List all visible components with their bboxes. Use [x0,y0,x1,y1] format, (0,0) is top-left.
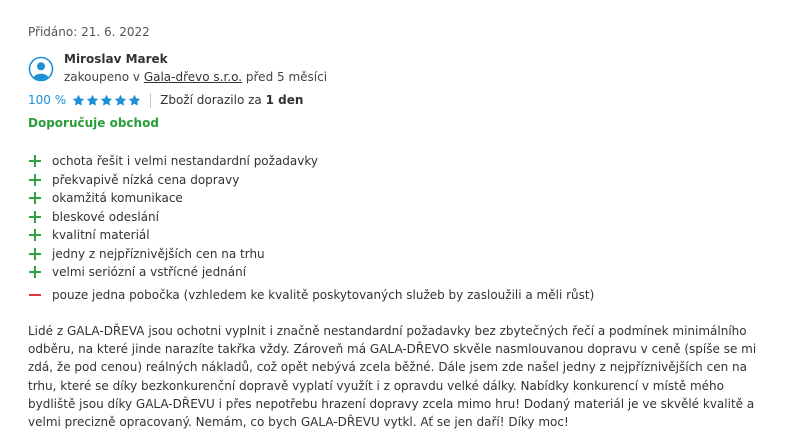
review-text: Lidé z GALA-DŘEVA jsou ochotni vyplnit i značně nestandardní požadavky bez zbytečných řečí a podmínek minimálního odběru, na které jinde narazíte takřka vždy. Zároveň má GALA-DŘEVO skvěle nasmlouvanou dopravu v ceně (spíše se mi zdá, že pod cenou) reálných nákladů, což opět nebývá zcela běžné. Dále jsem zde našel jedny z nejpříznivějších cen na trhu, které se díky bezkonkurenční dopravě vyplatí využít i z opravdu velké dálky. Nabídky konkurencí v místě mého bydliště jsou díky GALA-DŘEVU i přes nepotřebu hrazení dopravy zcela mimo hru! Dodaný materiál je ve skvělé kvalitě a velmi precizně opracovaný. Nemám, co bych GALA-DŘEVU vytkl. Ať se jen daří! Díky moc! [28,324,757,430]
con-text: pouze jedna pobočka (vzhledem ke kvalitě poskytovaných služeb by zasloužili a měli růst) [52,288,595,302]
cons-list [28,286,594,304]
delivery-info [160,93,303,107]
plus-icon [28,173,42,187]
pro-text: jedny z nejpříznivějších cen na trhu [52,246,265,261]
pro-item [28,171,318,190]
delivery-label: Zboží dorazilo za [160,93,266,107]
delivery-value: 1 den [265,93,304,107]
review-date: Přidáno: 21. 6. 2022 [28,25,150,39]
plus-icon [28,191,42,205]
author-name: Miroslav Marek [64,52,168,66]
pro-item [28,152,318,171]
purchase-prefix: zakoupeno v [64,70,144,84]
purchase-info [64,70,327,84]
pro-item [28,208,318,227]
user-avatar-icon [28,56,54,82]
star-icon [128,94,141,107]
star-icon [114,94,127,107]
con-item [28,286,594,304]
plus-icon [28,228,42,242]
divider [150,93,151,108]
plus-icon [28,265,42,279]
pro-text: ochota řešit i velmi nestandardní požadavky [52,154,318,169]
pro-text: kvalitní materiál [52,228,150,243]
pros-list [28,152,318,282]
pro-item [28,245,318,264]
rating-percent: 100 % [28,93,67,107]
plus-icon [28,154,42,168]
recommend-badge: Doporučuje obchod [28,116,159,130]
star-icon [86,94,99,107]
pro-text: bleskové odeslání [52,209,159,224]
plus-icon [28,247,42,261]
purchase-time: před 5 měsíci [242,70,328,84]
star-icon [72,94,85,107]
pro-text: okamžitá komunikace [52,191,183,206]
pro-item [28,263,318,282]
shop-link[interactable]: Gala-dřevo s.r.o. [143,70,243,84]
pro-text: překvapivě nízká cena dopravy [52,172,240,187]
star-rating [72,94,141,107]
rating-row [28,92,303,108]
pro-item [28,189,318,208]
plus-icon [28,210,42,224]
star-icon [100,94,113,107]
minus-icon [28,288,42,302]
pro-item [28,226,318,245]
pro-text: velmi seriózní a vstřícné jednání [52,265,247,280]
